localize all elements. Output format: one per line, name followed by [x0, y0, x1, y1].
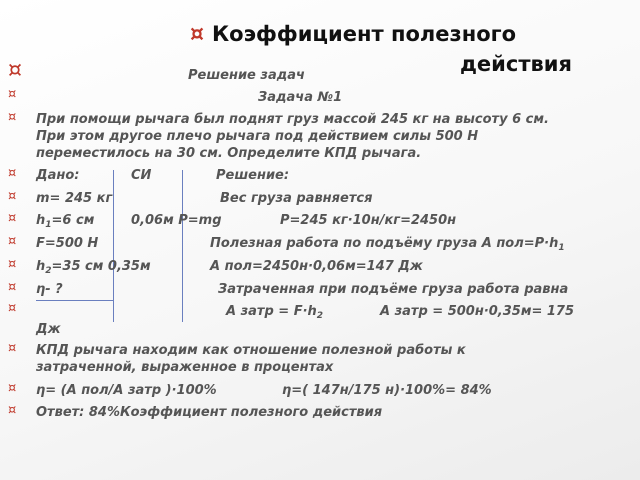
efficiency-formula: η= (А пол/А затр )·100%: [36, 383, 217, 398]
spent-work-formula: [226, 303, 323, 322]
bullet-icon: ¤: [8, 211, 17, 226]
useful-work-subscript: 1: [558, 243, 565, 253]
efficiency-calc: η=( 147н/175 н)·100%= 84%: [282, 383, 492, 398]
title-line-2: действия: [459, 52, 572, 76]
bullet-icon: ¤: [8, 166, 17, 181]
find-efficiency: η- ?: [36, 282, 63, 297]
weight-text: Вес груза равняется: [220, 191, 373, 206]
spent-work-text: Затраченная при подъёме груза работа равна: [218, 282, 569, 297]
weight-calc: P=245 кг·10н/кг=2450н: [280, 213, 457, 228]
given-h1: [36, 212, 94, 231]
h1-value: =6 см: [51, 213, 95, 228]
bullet-icon: ¤: [8, 381, 17, 396]
bullet-icon: ¤: [8, 403, 17, 418]
problem-line-1: При помощи рычага был поднят груз массой 245 кг на высоту 6 см.: [36, 112, 549, 127]
given-mass: m= 245 кг: [36, 191, 113, 206]
title-text-1: Коэффициент полезного: [212, 22, 517, 46]
bullet-icon: ¤: [8, 234, 17, 249]
spent-work-formula-text: А затр = F·h: [226, 304, 317, 319]
problem-line-3: переместилось на 30 см. Определите КПД рычага.: [36, 146, 422, 161]
h2-value: =35 см 0,35м: [51, 259, 151, 274]
bullet-icon: ¤: [8, 301, 17, 316]
useful-work-formula: Полезная работа по подъёму груза А пол=Р·h: [210, 236, 559, 251]
si-h1-formula: 0,06м P=mg: [131, 213, 222, 228]
bullet-icon: ¤: [8, 87, 17, 102]
table-rule-3: [36, 300, 114, 301]
solution-label: Решение:: [216, 168, 290, 183]
h1-subscript: 1: [45, 220, 52, 230]
useful-work-text: [210, 235, 565, 254]
bullet-icon: ¤: [8, 58, 22, 83]
efficiency-explanation-2: затраченной, выраженное в процентах: [36, 360, 334, 375]
spent-work-calc: А затр = 500н·0,35м= 175: [380, 304, 575, 319]
given-force: F=500 Н: [36, 236, 99, 251]
bullet-icon: ¤: [8, 257, 17, 272]
heading-task: Задача №1: [258, 90, 343, 105]
table-rule-2: [182, 170, 183, 322]
problem-line-2: При этом другое плечо рычага под действием силы 500 Н: [36, 129, 479, 144]
bullet-icon: ¤: [8, 341, 17, 356]
spent-work-unit: Дж: [36, 322, 61, 337]
title-line-1: [190, 20, 516, 49]
h1-symbol: h: [36, 213, 46, 228]
answer-line: Ответ: 84%Коэффициент полезного действия: [36, 405, 383, 420]
useful-work-calc: А пол=2450н·0,06м=147 Дж: [210, 259, 423, 274]
h2-subscript: 2: [45, 266, 52, 276]
bullet-icon: ¤: [8, 280, 17, 295]
title-bullet-icon: ¤: [190, 22, 204, 47]
heading-solutions: Решение задач: [188, 68, 305, 83]
si-label: СИ: [131, 168, 152, 183]
spent-work-subscript: 2: [316, 311, 324, 321]
given-label: Дано:: [36, 168, 80, 183]
given-h2: [36, 258, 151, 277]
bullet-icon: ¤: [8, 189, 17, 204]
h2-symbol: h: [36, 259, 46, 274]
bullet-icon: ¤: [8, 110, 17, 125]
efficiency-explanation-1: КПД рычага находим как отношение полезной работы к: [36, 343, 466, 358]
